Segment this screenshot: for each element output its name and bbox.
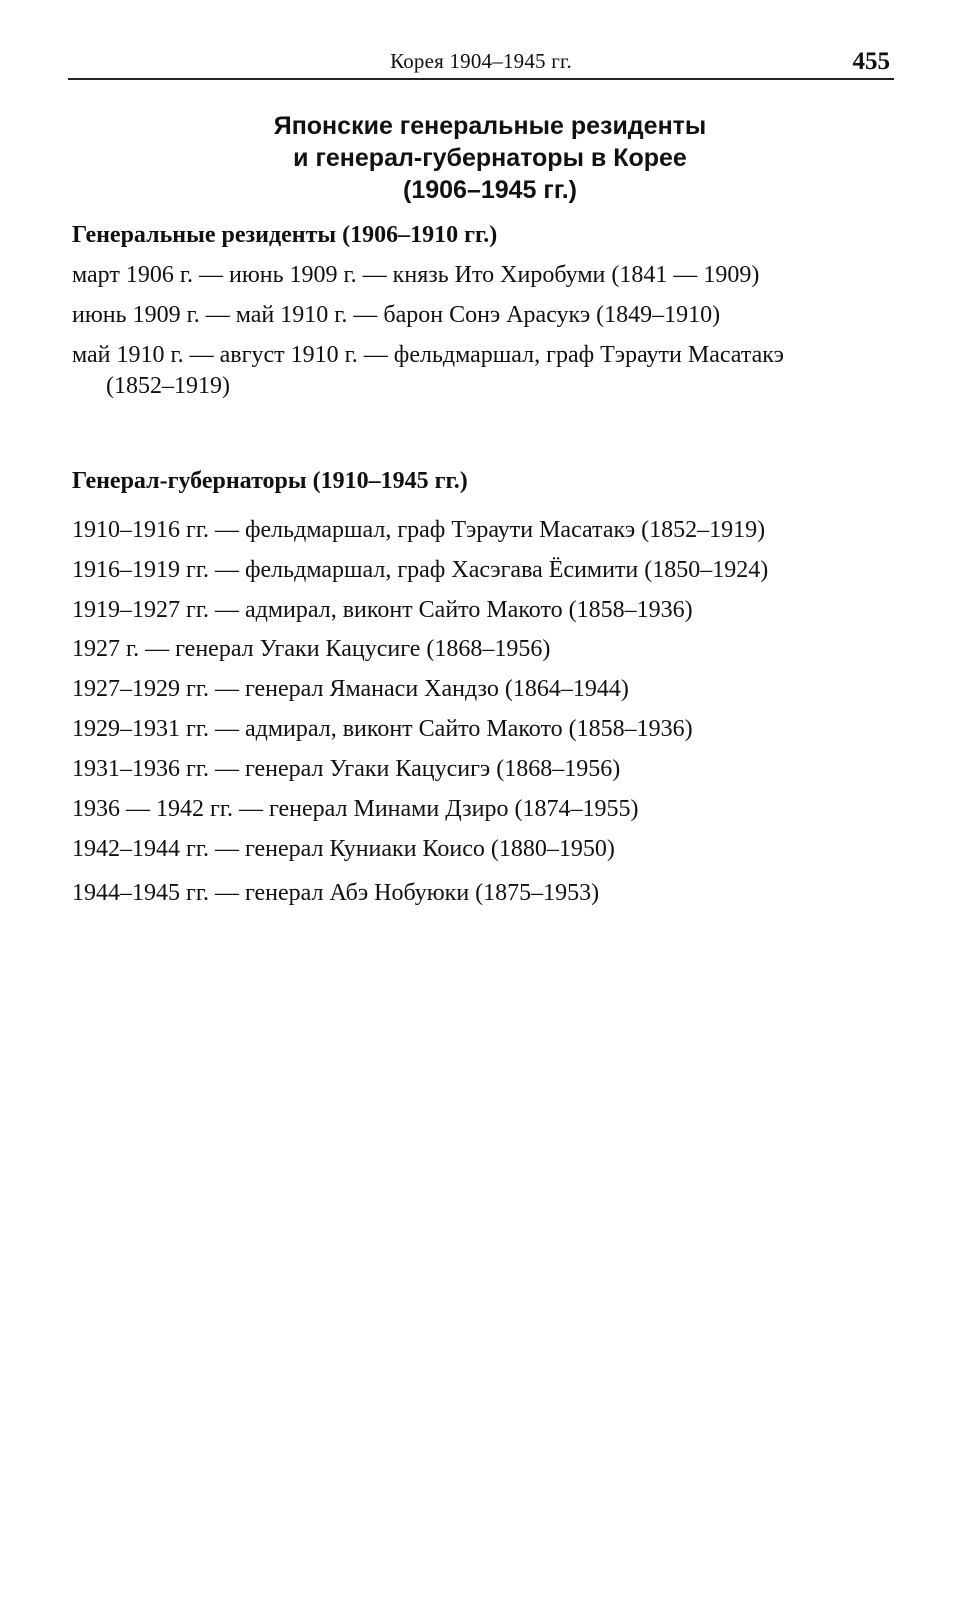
governor-entry: 1927 г. — генерал Угаки Кацусиге (1868–1956) [72, 636, 551, 662]
governors-section-title: Генерал-губернаторы (1910–1945 гг.) [72, 468, 468, 494]
governor-entry: 1929–1931 гг. — адмирал, виконт Сайто Макото (1858–1936) [72, 716, 693, 742]
running-title: Корея 1904–1945 гг. [390, 49, 572, 73]
page-number: 455 [852, 48, 890, 75]
governor-entry: 1910–1916 гг. — фельдмаршал, граф Тэраути Масатакэ (1852–1919) [72, 517, 766, 543]
governor-entry: 1916–1919 гг. — фельдмаршал, граф Хасэгава Ёсимити (1850–1924) [72, 557, 769, 583]
governor-entry: 1927–1929 гг. — генерал Яманаси Хандзо (1864–1944) [72, 676, 629, 702]
governor-entry: 1919–1927 гг. — адмирал, виконт Сайто Макото (1858–1936) [72, 597, 693, 623]
governor-entry: 1931–1936 гг. — генерал Угаки Кацусигэ (1868–1956) [72, 756, 621, 782]
heading-line-1: Японские генеральные резиденты [273, 112, 707, 140]
resident-entry: май 1910 г. — август 1910 г. — фельдмаршал, граф Тэраути Масатакэ [72, 342, 784, 368]
governor-entry: 1944–1945 гг. — генерал Абэ Нобуюки (1875–1953) [72, 880, 600, 906]
heading-line-3: (1906–1945 гг.) [403, 176, 577, 204]
governor-entry: 1942–1944 гг. — генерал Куниаки Коисо (1880–1950) [72, 836, 615, 862]
resident-entry-continuation: (1852–1919) [106, 373, 230, 399]
resident-entry: март 1906 г. — июнь 1909 г. — князь Ито Хиробуми (1841 — 1909) [72, 262, 760, 288]
governor-entry: 1936 — 1942 гг. — генерал Минами Дзиро (1874–1955) [72, 796, 639, 822]
heading-line-2: и генерал-губернаторы в Корее [293, 144, 687, 172]
resident-entry: июнь 1909 г. — май 1910 г. — барон Сонэ Арасукэ (1849–1910) [72, 302, 721, 328]
residents-section-title: Генеральные резиденты (1906–1910 гг.) [72, 222, 498, 248]
running-header [68, 48, 894, 80]
